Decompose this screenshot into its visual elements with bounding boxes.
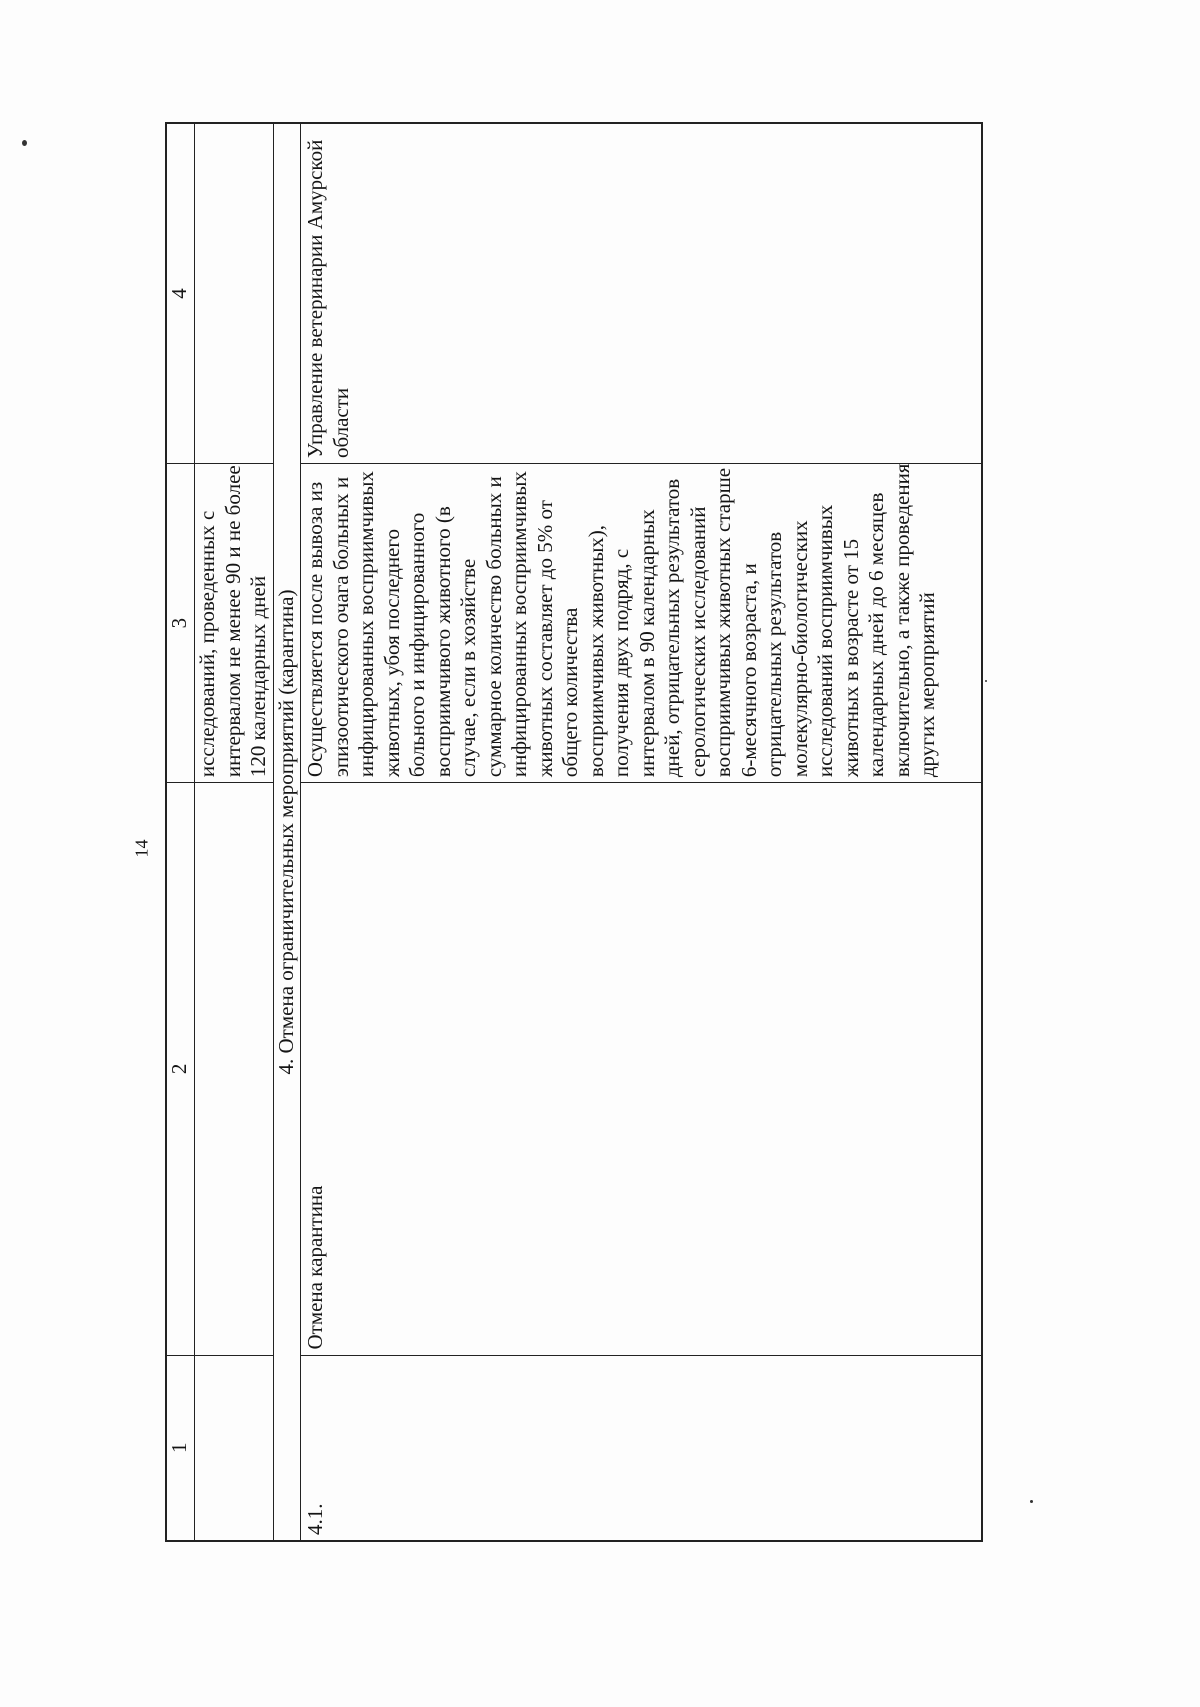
condition-line: включительно, а также проведения [889, 463, 914, 778]
condition-line: больного и инфицированного [405, 512, 429, 778]
continuation-col-1 [195, 1355, 273, 1540]
continuation-col-4 [195, 124, 273, 463]
condition-line: животных, убоя последнего [379, 529, 404, 778]
condition-line: интервалом в 90 календарных [634, 509, 659, 778]
scan-speck [1030, 1500, 1033, 1503]
condition-line: Осуществляется после вывоза из [303, 481, 327, 778]
condition-line: случае, если в хозяйстве [456, 558, 480, 778]
condition-line: отрицательных результатов [762, 531, 786, 778]
table-row-4-1 [301, 124, 981, 1540]
condition-line: общего количества [558, 607, 582, 778]
continuation-col-2 [195, 782, 273, 1354]
scan-speck [22, 140, 27, 146]
header-col-4: 4 [167, 288, 191, 299]
condition-line: 6-месячного возраста, и [736, 563, 761, 778]
condition-line: дней, отрицательных результатов [660, 478, 684, 778]
condition-line: молекулярно-биологических [787, 520, 812, 778]
condition-line: животных составляет до 5% от [532, 500, 557, 778]
item-number: 4.1. [301, 1355, 981, 1540]
condition-line: суммарное количество больных и [481, 476, 506, 778]
condition-line: животных в возрасте от 15 [838, 538, 863, 778]
condition-line: восприимчивого животного (в [430, 506, 455, 778]
condition-line: серологических исследований [685, 506, 710, 778]
condition-line: инфицированных восприимчивых [507, 471, 531, 778]
condition-line: восприимчивых животных), [583, 524, 608, 778]
page-number: 14 [131, 839, 152, 858]
scan-speck [985, 680, 987, 682]
continuation-line: исследований, проведенных с [195, 510, 219, 778]
responsible-line: Управление ветеринарии Амурской [303, 139, 327, 459]
table-header-row [167, 124, 195, 1540]
condition-line: инфицированных восприимчивых [354, 471, 378, 778]
condition-line: эпизоотического очага больных и [328, 476, 353, 778]
condition-line: календарных дней до 6 месяцев [864, 492, 888, 778]
condition-line: других мероприятий [915, 592, 939, 778]
condition-line: восприимчивых животных старше [711, 467, 735, 778]
header-col-1: 1 [167, 1355, 194, 1540]
continuation-line: 120 календарных дней [246, 575, 270, 778]
responsible-line: области [328, 387, 353, 459]
section-title: 4. Отмена ограничительных мероприятий (карантина) [274, 124, 301, 1540]
item-name: Отмена карантина [301, 782, 981, 1354]
condition-line: получения двух подряд, с [609, 548, 633, 778]
item-responsible [301, 124, 981, 463]
header-col-3: 3 [167, 463, 194, 782]
continuation-row [195, 124, 274, 1540]
condition-line: исследований восприимчивых [813, 504, 837, 778]
header-col-2: 2 [167, 782, 194, 1354]
continuation-line: интервалом не менее 90 и не более [220, 465, 245, 778]
continuation-col-3 [195, 463, 273, 782]
item-condition [301, 463, 981, 782]
rotated-table [165, 122, 983, 1542]
